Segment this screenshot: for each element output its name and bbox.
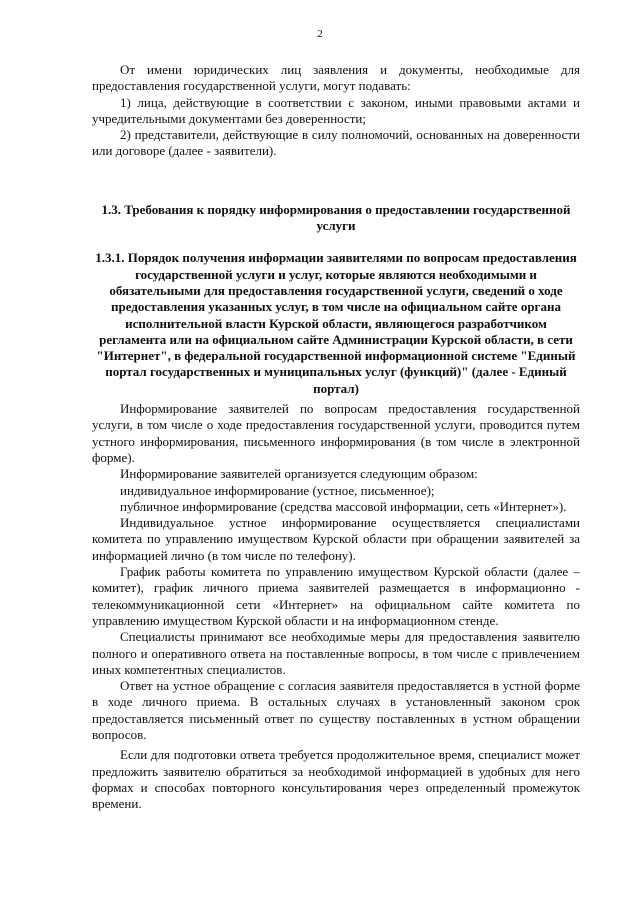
paragraph-informing-methods: Информирование заявителей по вопросам предоставления государственной услуги, в том числе о ходе предоставления государственной услуги, проводится путем устного информирования, письменного информирования (в том числе в электронной форме). bbox=[92, 401, 580, 465]
document-body bbox=[92, 62, 580, 812]
paragraph-public-informing: публичное информирование (средства массовой информации, сеть «Интернет»). bbox=[120, 498, 567, 514]
subsection-heading: 1.3.1. Порядок получения информации заявителями по вопросам предоставления государственной услуги и услуг, которые являются необходимыми и обязательными для предоставления государственной услуги, сведений о ходе предоставления указанных услуг, в том числе на официальном сайте органа исполнительной власти Курской области, являющегося разработчиком регламента или на официальном сайте Администрации Курской области, в сети "Интернет", в федеральной государственной информационной системе "Единый портал государственных и муниципальных услуг (функций)" (далее - Единый портал) bbox=[95, 250, 577, 396]
paragraph-work-schedule: График работы комитета по управлению имуществом Курской области (далее – комитет), график личного приема заявителей размещается в информационно - телекоммуникационной сети «Интернет» на официальном сайте комитета по управлению имуществом Курской области и на информационном стенде. bbox=[92, 564, 580, 628]
paragraph-list-item-2: 2) представители, действующие в силу полномочий, основанных на доверенности или договоре (далее - заявители). bbox=[92, 127, 580, 159]
paragraph-list-item-1: 1) лица, действующие в соответствии с законом, иными правовыми актами и учредительными документами без доверенности; bbox=[92, 94, 580, 126]
paragraph-informing-organization: Информирование заявителей организуется следующим образом: bbox=[120, 466, 478, 482]
paragraph-applicants-intro: От имени юридических лиц заявления и документы, необходимые для предоставления государственной услуги, могут подавать: bbox=[92, 62, 580, 94]
paragraph-oral-informing: Индивидуальное устное информирование осуществляется специалистами комитета по управлению имуществом Курской области при обращении заявителей за информацией лично (в том числе по телефону). bbox=[92, 515, 580, 563]
paragraph-oral-response: Ответ на устное обращение с согласия заявителя предоставляется в устной форме в ходе личного приема. В остальных случаях в установленный законом срок предоставляется письменный ответ по существу поставленных в устном обращении вопросов. bbox=[92, 678, 580, 742]
paragraph-extended-time: Если для подготовки ответа требуется продолжительное время, специалист может предложить заявителю обратиться за необходимой информацией в удобных для него формах и способах повторного консультирования через определенный промежуток времени. bbox=[92, 747, 580, 812]
section-heading: 1.3. Требования к порядку информирования о предоставлении государственной услуги bbox=[101, 201, 571, 234]
paragraph-specialists: Специалисты принимают все необходимые меры для предоставления заявителю полного и оперативного ответа на поставленные вопросы, в том числе с привлечением иных компетентных специалистов. bbox=[92, 629, 580, 677]
page-number: 2 bbox=[317, 28, 323, 40]
paragraph-individual-informing: индивидуальное информирование (устное, письменное); bbox=[120, 482, 435, 498]
